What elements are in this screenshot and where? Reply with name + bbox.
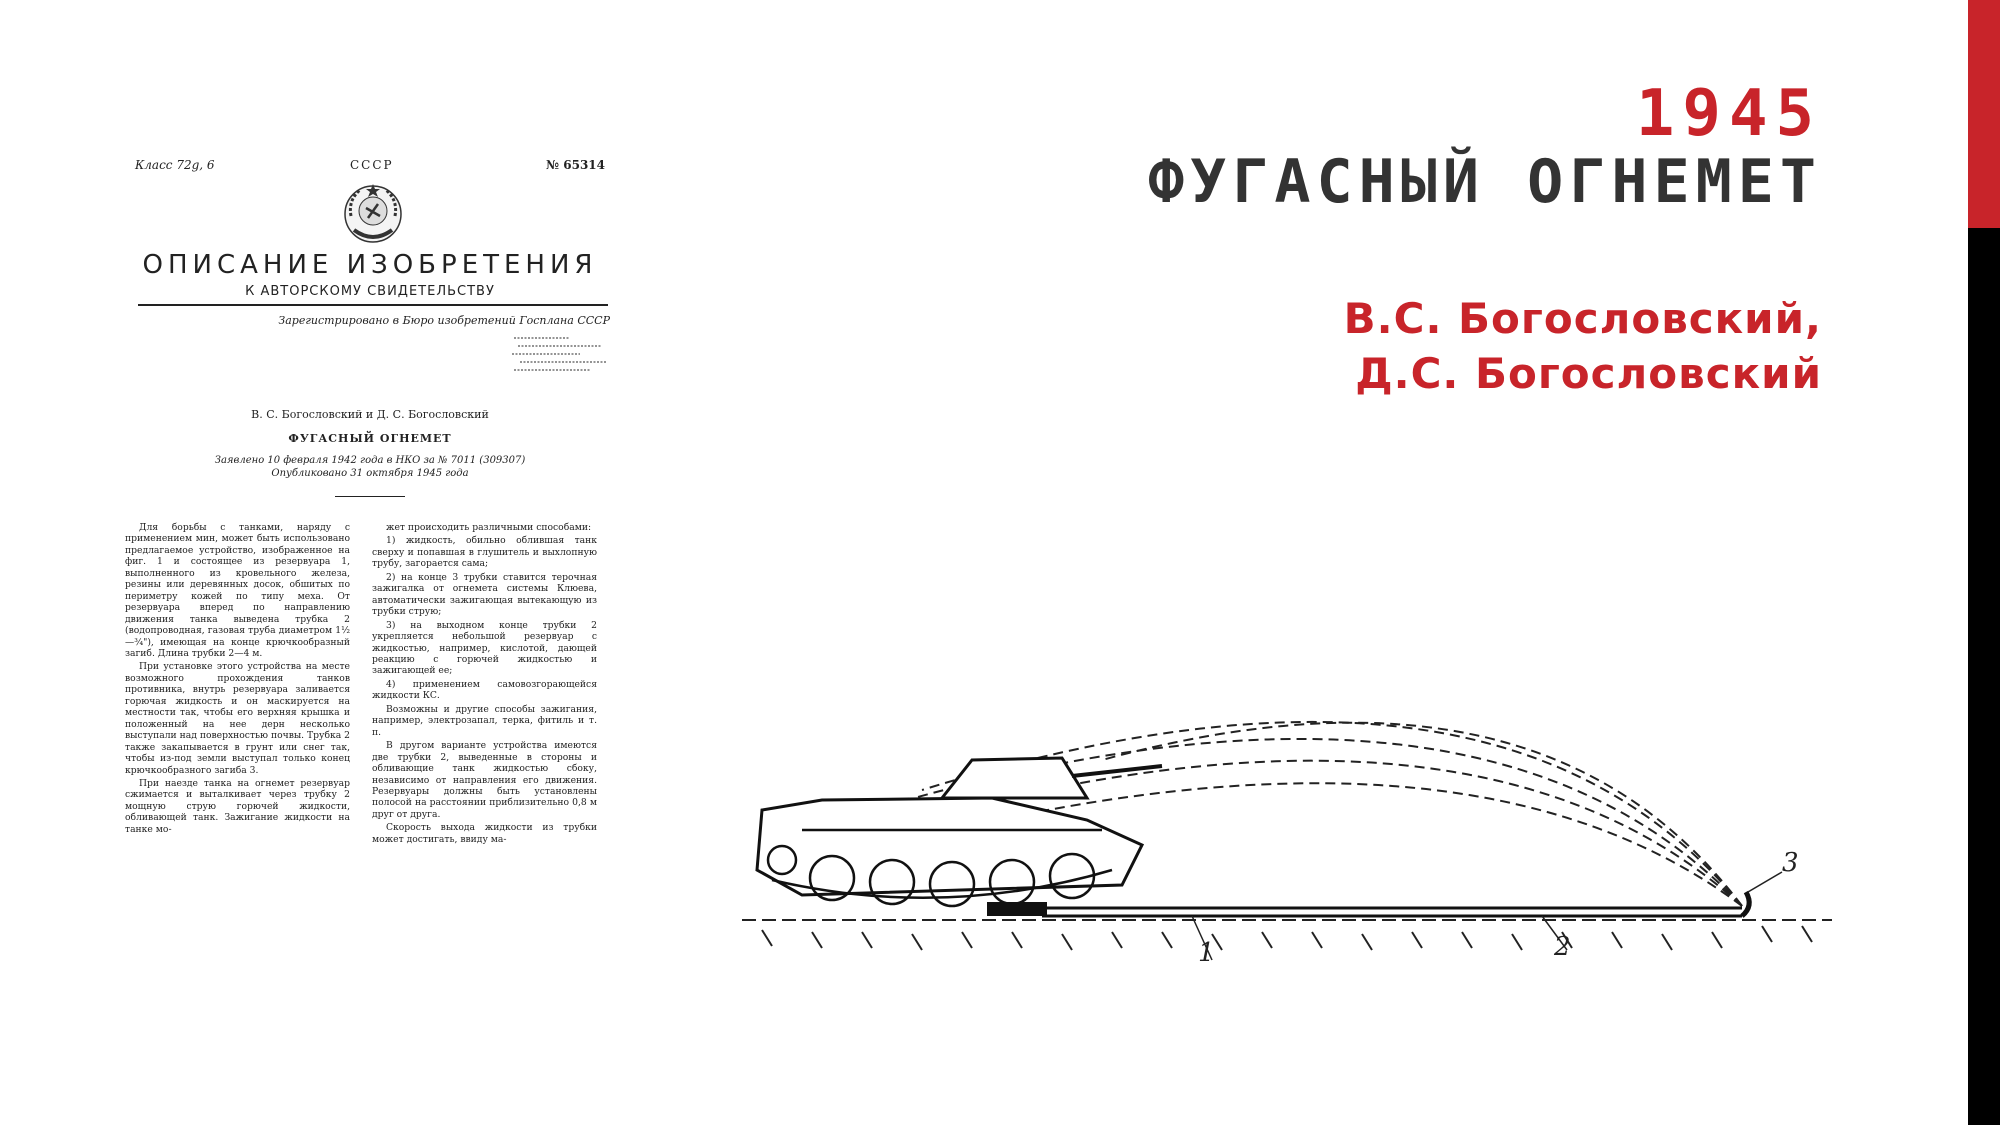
author-2: Д.С. Богословский	[1355, 348, 1822, 398]
patent-country: СССР	[350, 158, 394, 172]
right-paragraph: Возможны и другие способы зажигания, например, электрозапал, терка, фитиль и т. п.	[372, 703, 597, 738]
right-paragraph: 2) на конце 3 трубки ставится терочная зажигалка от огнемета системы Клюева, автоматически зажигающая вытекающую из трубки струю;	[372, 571, 597, 618]
patent-registration: Зарегистрировано в Бюро изобретений Госплана СССР	[278, 314, 610, 327]
ussr-coat-of-arms-icon	[338, 178, 408, 248]
patent-title: ФУГАСНЫЙ ОГНЕМЕТ	[288, 432, 452, 445]
accent-bar-black	[1968, 228, 2000, 1125]
patent-left-column	[125, 522, 350, 837]
figure-label-3: 3	[1782, 848, 1799, 878]
figure-label-2: 2	[1554, 932, 1571, 962]
tank-sketch-icon	[742, 670, 1832, 980]
right-paragraph: 4) применением самовозгорающейся жидкости КС.	[372, 678, 597, 702]
patent-separator	[335, 496, 405, 497]
year-label: 1945	[1635, 77, 1822, 151]
patent-published-date: Опубликовано 31 октября 1945 года	[271, 468, 469, 479]
patent-document	[120, 150, 620, 940]
patent-number: № 65314	[546, 158, 605, 172]
patent-filed-date: Заявлено 10 февраля 1942 года в НКО за № 7011 (309307)	[214, 455, 526, 466]
patent-rule	[138, 304, 608, 306]
author-list	[1344, 292, 1822, 401]
left-paragraph: При установке этого устройства на месте возможного прохождения танков противника, внутрь резервуара заливается горючая жидкость и он маскируется на местности так, чтобы его верхняя крышка и положенный на нее дерн несколько выступали над поверхностью почвы. Трубка 2 также закапывается в грунт или снег так, чтобы из-под земли выступал только конец крючкообразного загиба 3.	[125, 661, 350, 776]
patent-top-line	[135, 158, 605, 174]
patent-dates	[120, 454, 620, 480]
slide-title: ФУГАСНЫЙ ОГНЕМЕТ	[1148, 147, 1822, 217]
patent-authors: В. С. Богословский и Д. С. Богословский	[251, 408, 489, 421]
author-1: В.С. Богословский,	[1343, 294, 1822, 343]
patent-header-subtitle: К АВТОРСКОМУ СВИДЕТЕЛЬСТВУ	[245, 284, 495, 299]
right-paragraph: В другом варианте устройства имеются две трубки 2, выведенные в стороны и обливающие танк жидкостью сбоку, независимо от направления его движения. Резервуары должны быть установлены полосой на расстоянии приблизительно 0,8 м друг от друга.	[372, 740, 597, 820]
slide-heading	[1148, 77, 1822, 217]
left-paragraph: При наезде танка на огнемет резервуар сжимается и выталкивает через трубку 2 мощную струю горючей жидкости, обливающей танк. Зажигание жидкости на танке мо-	[125, 777, 350, 835]
figure-label-1: 1	[1198, 938, 1215, 968]
right-paragraph: Скорость выхода жидкости из трубки может достигать, ввиду ма-	[372, 822, 597, 845]
accent-bar-red	[1968, 0, 2000, 228]
left-paragraph: Для борьбы с танками, наряду с применением мин, может быть использовано предлагаемое устройство, изображенное на фиг. 1 и состоящее из резервуара 1, выполненного из кровельного железа, резины или деревянных досок, обшитых по периметру кожей по типу меха. От резервуара вперед по направлению движения танка выведена трубка 2 (водопроводная, газовая труба диаметром 1½—¾"), имеющая на конце крючкообразный загиб. Длина трубки 2—4 м.	[125, 522, 350, 659]
right-paragraph: 3) на выходном конце трубки 2 укрепляется небольшой резервуар с жидкостью, например, кислотой, дающей реакцию с горючей жидкостью и зажигающей ее;	[372, 619, 597, 677]
archive-stamp-icon	[510, 332, 608, 378]
patent-header-title: ОПИСАНИЕ ИЗОБРЕТЕНИЯ	[142, 250, 598, 280]
patent-right-column	[372, 522, 597, 847]
patent-class: Класс 72g, 6	[135, 158, 215, 172]
flamethrower-figure	[742, 670, 1832, 980]
right-paragraph: жет происходить различными способами:	[386, 522, 592, 533]
right-paragraph: 1) жидкость, обильно облившая танк сверху и попавшая в глушитель и выхлопную трубу, загорается сама;	[372, 535, 597, 570]
